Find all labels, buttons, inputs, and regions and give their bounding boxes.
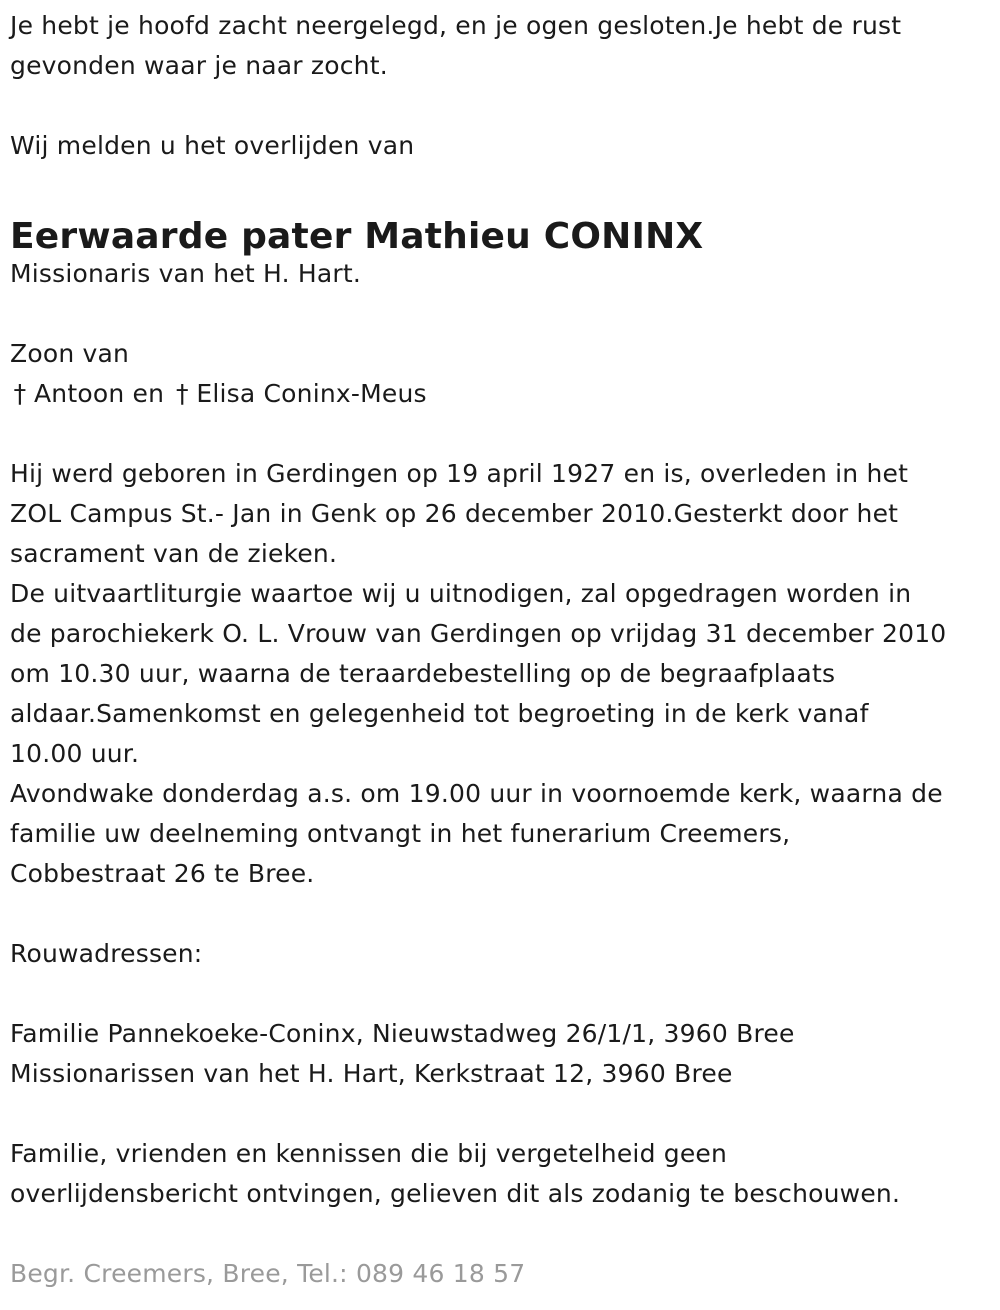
body-line: om 10.30 uur, waarna de teraardebestelling op de begraafplaats <box>10 659 836 688</box>
funeral-home-footer: Begr. Creemers, Bree, Tel.: 089 46 18 57 <box>10 1259 526 1288</box>
cross-icon: † <box>175 379 189 408</box>
son-of-label: Zoon van <box>10 339 130 368</box>
body-line: Hij werd geboren in Gerdingen op 19 april 1927 en is, overleden in het <box>10 459 909 488</box>
closing-line: Familie, vrienden en kennissen die bij vergetelheid geen <box>10 1139 728 1168</box>
parents-line <box>10 374 990 414</box>
body-line: de parochiekerk O. L. Vrouw van Gerdingen op vrijdag 31 december 2010 <box>10 619 947 648</box>
closing-line: overlijdensbericht ontvingen, gelieven dit als zodanig te beschouwen. <box>10 1179 901 1208</box>
deceased-role: Missionaris van het H. Hart. <box>10 259 362 288</box>
intro-line-2: gevonden waar je naar zocht. <box>10 51 388 80</box>
spacer <box>10 166 990 206</box>
body-paragraphs <box>10 454 990 894</box>
spacer <box>10 414 990 454</box>
body-line: aldaar.Samenkomst en gelegenheid tot begroeting in de kerk vanaf <box>10 699 869 728</box>
father-name: Antoon en <box>34 379 165 408</box>
body-line: 10.00 uur. <box>10 739 140 768</box>
cross-icon: † <box>13 379 27 408</box>
body-line: familie uw deelneming ontvangt in het funerarium Creemers, <box>10 819 791 848</box>
announcement: Wij melden u het overlijden van <box>10 131 415 160</box>
addresses-label: Rouwadressen: <box>10 939 203 968</box>
spacer <box>10 894 990 934</box>
body-line: Cobbestraat 26 te Bree. <box>10 859 315 888</box>
body-line: sacrament van de zieken. <box>10 539 338 568</box>
body-line: De uitvaartliturgie waartoe wij u uitnodigen, zal opgedragen worden in <box>10 579 912 608</box>
spacer <box>10 1094 990 1134</box>
deceased-name: Eerwaarde pater Mathieu CONINX <box>10 216 704 257</box>
address-line: Missionarissen van het H. Hart, Kerkstraat 12, 3960 Bree <box>10 1059 733 1088</box>
intro-line-1: Je hebt je hoofd zacht neergelegd, en je ogen gesloten.Je hebt de rust <box>10 11 902 40</box>
spacer <box>10 294 990 334</box>
body-line: ZOL Campus St.- Jan in Genk op 26 december 2010.Gesterkt door het <box>10 499 899 528</box>
address-line: Familie Pannekoeke-Coninx, Nieuwstadweg 26/1/1, 3960 Bree <box>10 1019 795 1048</box>
spacer <box>10 86 990 126</box>
body-line: Avondwake donderdag a.s. om 19.00 uur in voornoemde kerk, waarna de <box>10 779 943 808</box>
mother-name: Elisa Coninx-Meus <box>196 379 427 408</box>
spacer <box>10 974 990 1014</box>
spacer <box>10 1214 990 1254</box>
